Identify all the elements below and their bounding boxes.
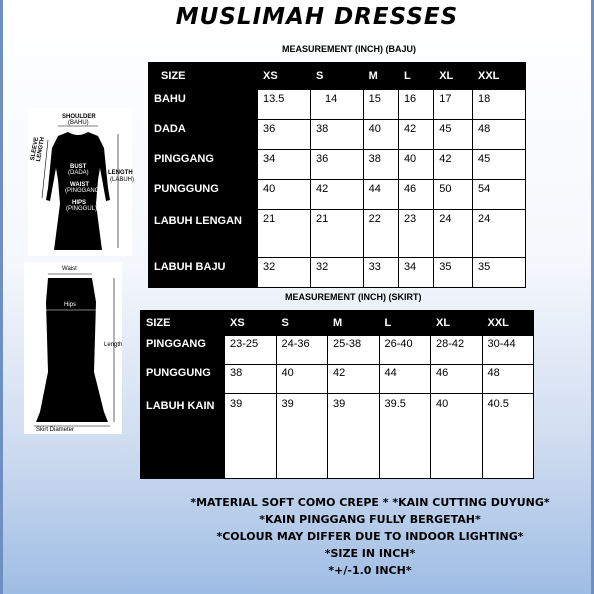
table-cell: 22 (363, 210, 398, 258)
row-label: PINGGANG (141, 336, 225, 365)
table-header-row (141, 311, 534, 336)
header-cell: XXL (482, 311, 534, 336)
table-cell: 34 (258, 150, 311, 180)
table-cell: 39 (276, 394, 328, 479)
table-cell: 40 (363, 120, 398, 150)
table-cell: 40 (276, 365, 328, 394)
table-cell: 21 (311, 210, 364, 258)
table-cell: 39 (225, 394, 277, 479)
note-line: *COLOUR MAY DIFFER DUE TO INDOOR LIGHTING* (216, 530, 524, 543)
table-cell: 40.5 (482, 394, 534, 479)
table-cell: 45 (472, 150, 525, 180)
table-cell: 42 (311, 180, 364, 210)
table-row (149, 120, 526, 150)
note-line: *MATERIAL SOFT COMO CREPE * *KAIN CUTTING DUYUNG* (190, 496, 550, 509)
skirt-size-table (140, 310, 534, 479)
table-cell: 14 (311, 90, 364, 120)
table-cell: 38 (225, 365, 277, 394)
header-cell: M (363, 63, 398, 90)
page-title: MUSLIMAH DRESSES (175, 4, 459, 30)
table-cell: 38 (311, 120, 364, 150)
table-cell: 40 (398, 150, 433, 180)
header-cell: XXL (472, 63, 525, 90)
row-label: PINGGANG (149, 150, 258, 180)
table-cell: 33 (363, 258, 398, 288)
table-cell: 15 (363, 90, 398, 120)
table-cell: 17 (434, 90, 473, 120)
table-cell: 16 (398, 90, 433, 120)
row-label: PUNGGUNG (149, 180, 258, 210)
skirt-waist-label: Waist (62, 266, 77, 272)
header-cell: L (379, 311, 431, 336)
table-cell: 46 (431, 365, 483, 394)
header-cell: XL (434, 63, 473, 90)
header-cell: M (328, 311, 380, 336)
table-row (149, 90, 526, 120)
shoulder-label: SHOULDER (62, 114, 96, 120)
note-line: *+/-1.0 INCH* (328, 564, 412, 577)
table-cell: 34 (398, 258, 433, 288)
baju-size-table (148, 62, 526, 288)
table-cell: 23-25 (225, 336, 277, 365)
table-cell: 28-42 (431, 336, 483, 365)
dress-diagram (28, 108, 135, 256)
table-cell: 42 (398, 120, 433, 150)
header-cell: S (276, 311, 328, 336)
table-cell: 32 (311, 258, 364, 288)
table-cell: 23 (398, 210, 433, 258)
skirt-diameter-label: Skirt Diameter (36, 427, 75, 433)
table-cell: 35 (472, 258, 525, 288)
table-row (141, 394, 534, 479)
sleeve-label: SLEEVE LENGTH (30, 136, 47, 163)
skirt-silhouette-icon (24, 262, 122, 434)
table-cell: 48 (482, 365, 534, 394)
table-row (149, 210, 526, 258)
skirt-hips-label: Hips (64, 302, 77, 308)
table-cell: 24 (472, 210, 525, 258)
table-cell: 35 (434, 258, 473, 288)
row-label: BAHU (149, 90, 258, 120)
header-cell: SIZE (141, 311, 225, 336)
table-cell: 32 (258, 258, 311, 288)
table-cell: 13.5 (258, 90, 311, 120)
table-cell: 44 (379, 365, 431, 394)
table-cell: 54 (472, 180, 525, 210)
shoulder-sub-label: (BAHU) (68, 120, 89, 126)
header-cell: S (311, 63, 364, 90)
bust-sub-label: (DADA) (68, 170, 89, 176)
table-cell: 18 (472, 90, 525, 120)
table-row (149, 180, 526, 210)
table-cell: 38 (363, 150, 398, 180)
length-sub-label: (LABUH) (110, 177, 135, 183)
skirt-diagram (24, 262, 122, 434)
table-cell: 36 (258, 120, 311, 150)
row-label: DADA (149, 120, 258, 150)
table-cell: 46 (398, 180, 433, 210)
table-row (149, 150, 526, 180)
table-cell: 26-40 (379, 336, 431, 365)
row-label: LABUH LENGAN (149, 210, 258, 258)
row-label: PUNGGUNG (141, 365, 225, 394)
table-cell: 25-38 (328, 336, 380, 365)
table-cell: 45 (434, 120, 473, 150)
table-cell: 42 (434, 150, 473, 180)
table-row (141, 365, 534, 394)
table-cell: 36 (311, 150, 364, 180)
hips-sub-label: (PINGGUL) (66, 206, 98, 212)
header-cell: L (398, 63, 433, 90)
note-line: *KAIN PINGGANG FULLY BERGETAH* (259, 513, 481, 526)
hips-label: HIPS (72, 200, 87, 206)
table-header-row (149, 63, 526, 90)
baju-subtitle: MEASUREMENT (INCH) (BAJU) (282, 44, 416, 54)
notes-block (150, 494, 590, 579)
header-cell: XS (225, 311, 277, 336)
skirt-subtitle: MEASUREMENT (INCH) (SKIRT) (285, 292, 422, 302)
table-cell: 50 (434, 180, 473, 210)
row-label: LABUH KAIN (141, 394, 225, 479)
header-cell: SIZE (149, 63, 258, 90)
table-cell: 44 (363, 180, 398, 210)
header-cell: XS (258, 63, 311, 90)
table-row (141, 336, 534, 365)
table-cell: 24 (434, 210, 473, 258)
waist-sub-label: (PINGGANG) (65, 188, 102, 194)
table-cell: 42 (328, 365, 380, 394)
note-line: *SIZE IN INCH* (324, 547, 416, 560)
table-cell: 30-44 (482, 336, 534, 365)
table-row (149, 258, 526, 288)
table-cell: 21 (258, 210, 311, 258)
table-cell: 39.5 (379, 394, 431, 479)
header-cell: XL (431, 311, 483, 336)
table-cell: 40 (431, 394, 483, 479)
table-cell: 48 (472, 120, 525, 150)
waist-label: WAIST (70, 182, 89, 188)
table-cell: 40 (258, 180, 311, 210)
skirt-length-label: Length (104, 342, 123, 348)
row-label: LABUH BAJU (149, 258, 258, 288)
length-label: LENGTH (108, 170, 133, 176)
table-cell: 24-36 (276, 336, 328, 365)
bust-label: BUST (70, 164, 87, 170)
table-cell: 39 (328, 394, 380, 479)
